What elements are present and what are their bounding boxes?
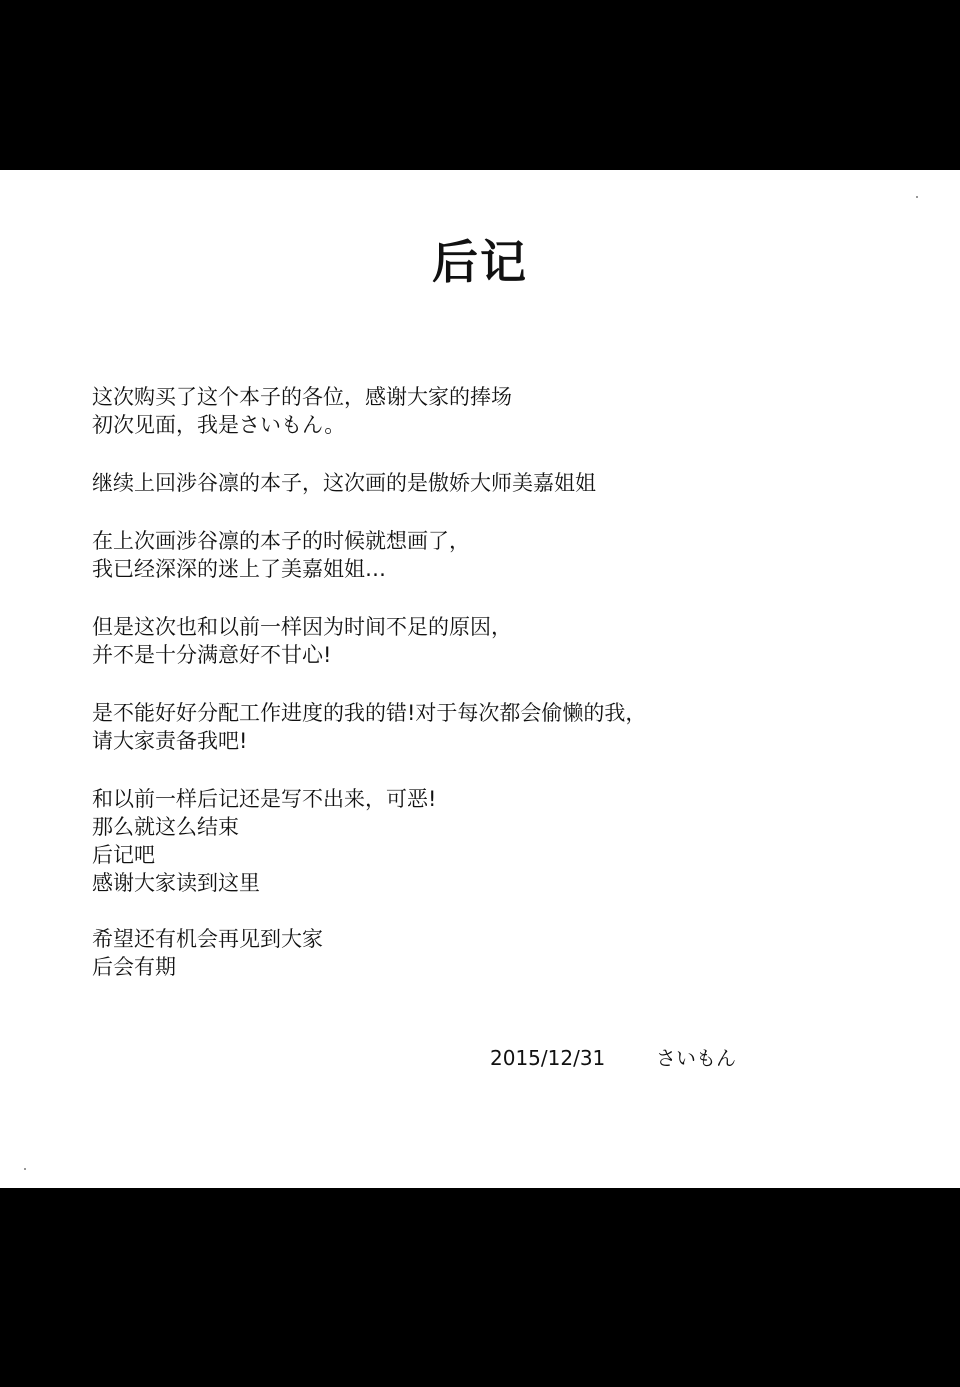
paragraph-3: [92, 527, 872, 583]
paragraph-5: [92, 699, 872, 755]
text-line: 后会有期: [92, 955, 176, 979]
text-line: 初次见面，我是さいもん。: [92, 413, 346, 437]
text-line: 和以前一样后记还是写不出来，可恶!: [92, 787, 437, 811]
text-line: 后记吧: [92, 843, 155, 867]
bottom-black-band: [0, 1188, 960, 1387]
text-line: 感谢大家读到这里: [92, 871, 260, 895]
top-black-band: [0, 0, 960, 170]
signoff-author: さいもん: [656, 1046, 736, 1070]
text-line: 在上次画涉谷凛的本子的时候就想画了，: [92, 529, 470, 553]
paragraph-1: [92, 383, 872, 439]
paragraph-6: [92, 785, 872, 897]
paper-speck: [24, 1168, 26, 1170]
text-line: 请大家责备我吧!: [92, 729, 248, 753]
paragraph-4: [92, 613, 872, 669]
signoff-date: 2015/12/31: [490, 1046, 606, 1070]
text-line: 这次购买了这个本子的各位，感谢大家的捧场: [92, 385, 512, 409]
text-line: 继续上回涉谷凛的本子，这次画的是傲娇大师美嘉姐姐: [92, 471, 596, 495]
text-line: 我已经深深的迷上了美嘉姐姐…: [92, 557, 386, 581]
text-line: 是不能好好分配工作进度的我的错!对于每次都会偷懒的我，: [92, 701, 647, 725]
text-line: 那么就这么结束: [92, 815, 239, 839]
page-title: 后记: [432, 235, 528, 289]
paper-speck: [916, 196, 918, 198]
text-line: 但是这次也和以前一样因为时间不足的原因，: [92, 615, 512, 639]
paragraph-7: [92, 925, 872, 981]
text-line: 希望还有机会再见到大家: [92, 927, 323, 951]
paragraph-2: [92, 469, 872, 497]
text-line: 并不是十分满意好不甘心!: [92, 643, 332, 667]
afterword-body: [92, 383, 872, 981]
